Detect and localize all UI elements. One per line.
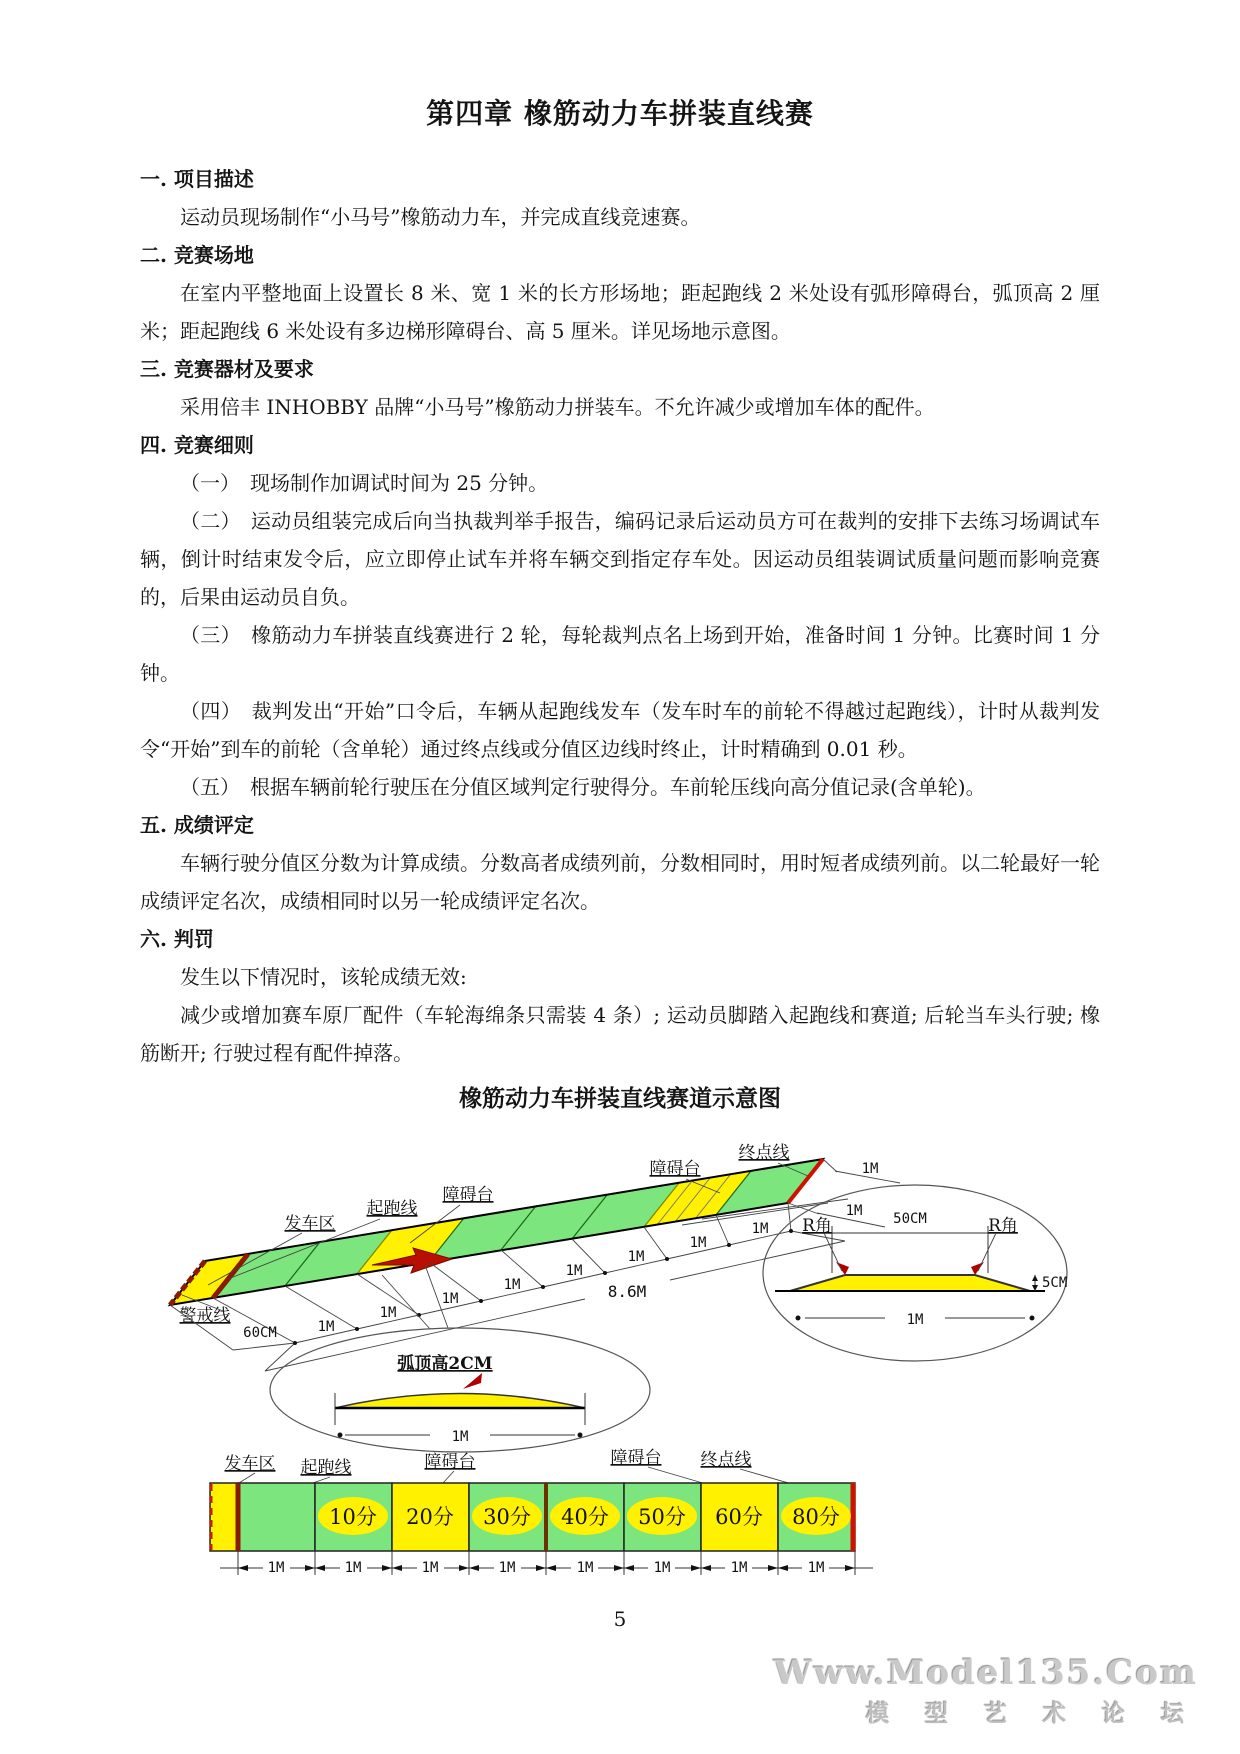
trapezoid-obstacle-profile [790, 1275, 1030, 1291]
obstacle-1-label: 障碍台 [442, 1185, 494, 1205]
dim-total-8-6m: 8.6M [607, 1282, 647, 1301]
score-60: 60分 [715, 1505, 763, 1529]
section-heading-3: 三. 竞赛器材及要求 [140, 357, 314, 381]
arc-obstacle-profile [335, 1394, 585, 1409]
section-heading-2: 二. 竞赛场地 [140, 243, 254, 267]
dim-1m: 1M [689, 1235, 707, 1251]
launch-area-label: 发车区 [284, 1214, 336, 1234]
start-line-label: 起跑线 [366, 1199, 418, 1219]
section-heading-1: 一. 项目描述 [140, 167, 254, 191]
score-40: 40分 [561, 1505, 609, 1529]
paragraph: 减少或增加赛车原厂配件（车轮海绵条只需装 4 条）; 运动员脚踏入起跑线和赛道; 后轮当车头行驶; 橡筋断开; 行驶过程有配件掉落。 [140, 1003, 1100, 1065]
plan-dim-1m: 1M [576, 1560, 594, 1576]
arc-width-dim: 1M [451, 1429, 469, 1445]
r-corner-left-arrow [836, 1262, 849, 1275]
rule-item-1: （一） 现场制作加调试时间为 25 分钟。 [180, 471, 549, 495]
trapezoid-base-dim: 1M [906, 1312, 924, 1328]
section-heading-4: 四. 竞赛细则 [140, 433, 254, 457]
arc-pointer-arrow [463, 1373, 482, 1389]
score-80: 80分 [792, 1505, 840, 1529]
obstacle-2-label: 障碍台 [649, 1159, 701, 1179]
r-corner-right-arrow [971, 1262, 984, 1275]
rule-item-2: （二） 运动员组装完成后向当执裁判举手报告，编码记录后运动员方可在裁判的安排下去练习场调试车辆，倒计时结束发令后，应立即停止试车并将车辆交到指定存车处。因运动员组装调试质量问题而影响竞赛的，后果由运动员自负。 [140, 509, 1100, 609]
plan-view [210, 1448, 873, 1576]
score-30: 30分 [483, 1505, 531, 1529]
watermark-url: Www.Model135.Com [773, 1653, 1198, 1693]
diagram-title: 橡筋动力车拼装直线赛道示意图 [459, 1085, 781, 1112]
plan-finish-line-label: 终点线 [700, 1450, 752, 1470]
dim-1m-width: 1M [861, 1161, 879, 1177]
trapezoid-top-width-dim: 50CM [893, 1211, 927, 1227]
dim-1m: 1M [441, 1291, 459, 1307]
track-diagram-svg [130, 1113, 1080, 1605]
perspective-track [170, 1159, 823, 1305]
plan-dim-1m: 1M [267, 1560, 285, 1576]
watermark [774, 1653, 1198, 1728]
plan-dim-1m: 1M [807, 1560, 825, 1576]
rule-item-3: （三） 橡筋动力车拼装直线赛进行 2 轮，每轮裁判点名上场到开始，准备时间 1 分钟。比赛时间 1 分钟。 [140, 623, 1100, 685]
dim-60cm: 60CM [243, 1325, 277, 1341]
plan-dim-1m: 1M [344, 1560, 362, 1576]
r-corner-right-label: R角 [988, 1216, 1018, 1236]
warning-line-label: 警戒线 [179, 1306, 231, 1326]
plan-dim-1m: 1M [730, 1560, 748, 1576]
paragraph: 在室内平整地面上设置长 8 米、宽 1 米的长方形场地；距起跑线 2 米处设有弧形障碍台，弧顶高 2 厘米；距起跑线 6 米处设有多边梯形障碍台、高 5 厘米。详见场地示意图。 [140, 281, 1100, 343]
plan-dim-1m: 1M [653, 1560, 671, 1576]
rule-item-4: （四） 裁判发出“开始”口令后，车辆从起跑线发车（发车时车的前轮不得越过起跑线），计时从裁判发令“开始”到车的前轮（含单轮）通过终点线或分值区边线时终止，计时精确到 0.01 秒。 [140, 699, 1100, 761]
plan-obstacle-2-label: 障碍台 [610, 1448, 662, 1468]
plan-launch-cell [210, 1483, 238, 1551]
dim-1m: 1M [751, 1221, 769, 1237]
r-corner-left-label: R角 [802, 1216, 832, 1236]
plan-dim-1m: 1M [421, 1560, 439, 1576]
page-number: 5 [613, 1607, 627, 1631]
paragraph: 发生以下情况时，该轮成绩无效: [180, 965, 467, 989]
score-50: 50分 [638, 1505, 686, 1529]
trapezoid-height-dim: 5CM [1042, 1275, 1068, 1291]
paragraph: 运动员现场制作“小马号”橡筋动力车，并完成直线竞速赛。 [180, 205, 701, 229]
track-diagram [130, 1113, 1080, 1605]
plan-launch-area-label: 发车区 [224, 1454, 276, 1474]
plan-obstacle-1-label: 障碍台 [424, 1452, 476, 1472]
section-heading-5: 五. 成绩评定 [140, 813, 254, 837]
paragraph: 采用倍丰 INHOBBY 品牌“小马号”橡筋动力拼装车。不允许减少或增加车体的配件。 [180, 395, 935, 419]
section-heading-6: 六. 判罚 [140, 927, 214, 951]
dim-1m: 1M [379, 1305, 397, 1321]
dim-1m: 1M [317, 1319, 335, 1335]
plan-cell-1 [238, 1483, 315, 1551]
arc-height-label: 弧顶高2CM [397, 1354, 493, 1374]
page-title: 第四章 橡筋动力车拼装直线赛 [426, 97, 814, 130]
plan-start-line-label: 起跑线 [300, 1458, 352, 1478]
dim-1m-width: 1M [845, 1203, 863, 1219]
watermark-subtitle: 模 型 艺 术 论 坛 [865, 1700, 1198, 1727]
finish-line-label: 终点线 [738, 1143, 790, 1163]
dim-1m: 1M [565, 1263, 583, 1279]
plan-dim-1m: 1M [498, 1560, 516, 1576]
score-10: 10分 [329, 1505, 377, 1529]
score-20: 20分 [406, 1505, 454, 1529]
dim-1m: 1M [503, 1277, 521, 1293]
paragraph: 车辆行驶分值区分数为计算成绩。分数高者成绩列前，分数相同时，用时短者成绩列前。以二轮最好一轮成绩评定名次，成绩相同时以另一轮成绩评定名次。 [140, 851, 1100, 913]
rule-item-5: （五） 根据车辆前轮行驶压在分值区域判定行驶得分。车前轮压线向高分值记录(含单轮)。 [180, 775, 986, 799]
dim-1m: 1M [627, 1249, 645, 1265]
arc-detail-callout [270, 1265, 650, 1452]
